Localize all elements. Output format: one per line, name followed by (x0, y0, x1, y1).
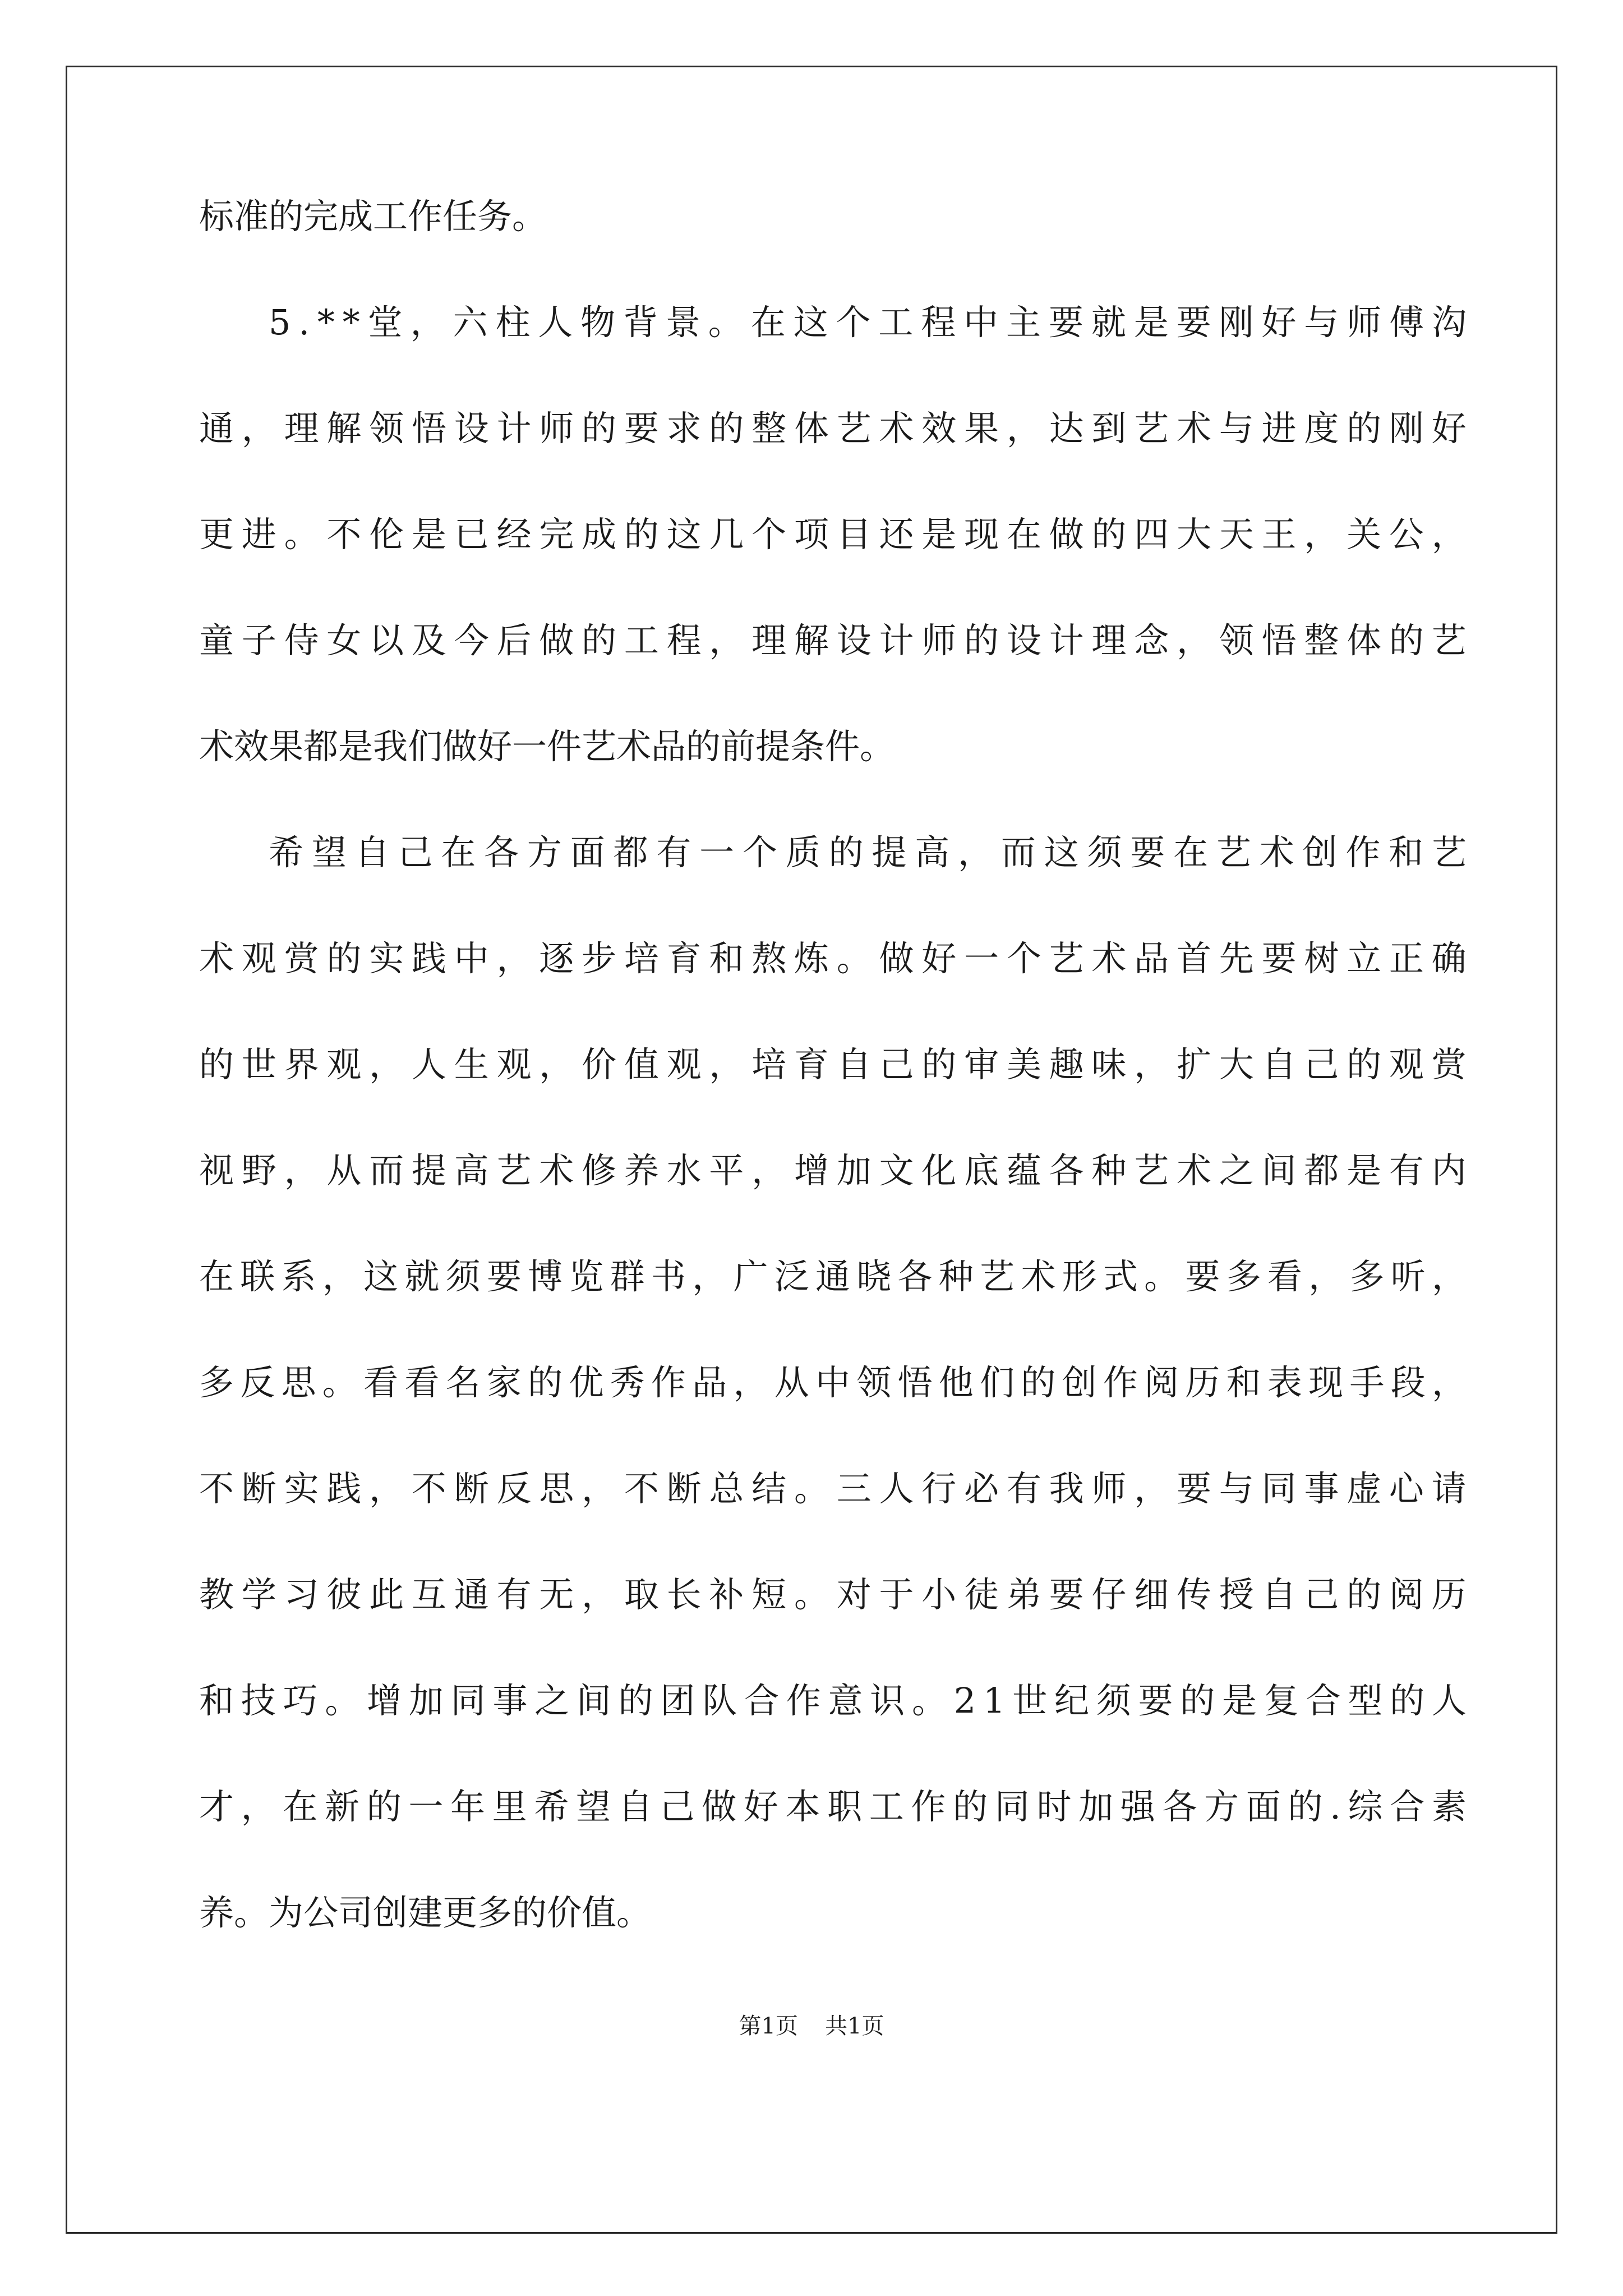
text-line: 5 . * * 堂 ， 六 柱 人 物 背 景 。 在 这 个 工 程 中 主 要 就 是 要 刚 好 与 师 傅 沟 (269, 302, 1467, 343)
text-line: 更 进 。 不 伦 是 已 经 完 成 的 这 几 个 项 目 还 是 现 在 做 的 四 大 天 王 ， 关 公 ， (199, 514, 1467, 555)
page-footer (0, 2008, 1623, 2040)
text-line: 希 望 自 己 在 各 方 面 都 有 一 个 质 的 提 高 ， 而 这 须 要 在 艺 术 创 作 和 艺 (269, 832, 1467, 873)
text-line: 标准的完成工作任务。 (199, 196, 547, 237)
text-line: 视 野 ， 从 而 提 高 艺 术 修 养 水 平 ， 增 加 文 化 底 蕴 各 种 艺 术 之 间 都 是 有 内 (199, 1150, 1467, 1191)
text-line: 童 子 侍 女 以 及 今 后 做 的 工 程 ， 理 解 设 计 师 的 设 计 理 念 ， 领 悟 整 体 的 艺 (199, 620, 1467, 661)
text-line: 多 反 思 。 看 看 名 家 的 优 秀 作 品 ， 从 中 领 悟 他 们 的 创 作 阅 历 和 表 现 手 段 ， (199, 1362, 1467, 1403)
page-number: 第1页 (739, 2013, 798, 2039)
text-line: 术 观 赏 的 实 践 中 ， 逐 步 培 育 和 熬 炼 。 做 好 一 个 艺 术 品 首 先 要 树 立 正 确 (199, 938, 1467, 979)
page-total: 共1页 (825, 2013, 884, 2039)
text-line: 在 联 系 ， 这 就 须 要 博 览 群 书 ， 广 泛 通 晓 各 种 艺 术 形 式 。 要 多 看 ， 多 听 ， (199, 1256, 1467, 1297)
text-line: 才 ， 在 新 的 一 年 里 希 望 自 己 做 好 本 职 工 作 的 同 时 加 强 各 方 面 的 . 综 合 素 (199, 1786, 1467, 1827)
text-line: 教 学 习 彼 此 互 通 有 无 ， 取 长 补 短 。 对 于 小 徒 弟 要 仔 细 传 授 自 己 的 阅 历 (199, 1574, 1467, 1615)
text-line: 和 技 巧 。 增 加 同 事 之 间 的 团 队 合 作 意 识 。 2 1 世 纪 须 要 的 是 复 合 型 的 人 (199, 1680, 1467, 1721)
document-body (199, 196, 1467, 2001)
text-line: 不 断 实 践 ， 不 断 反 思 ， 不 断 总 结 。 三 人 行 必 有 我 师 ， 要 与 同 事 虚 心 请 (199, 1468, 1467, 1509)
text-line: 术效果都是我们做好一件艺术品的前提条件。 (199, 726, 895, 767)
text-line: 通 ， 理 解 领 悟 设 计 师 的 要 求 的 整 体 艺 术 效 果 ， 达 到 艺 术 与 进 度 的 刚 好 (199, 408, 1467, 449)
text-line: 的 世 界 观 ， 人 生 观 ， 价 值 观 ， 培 育 自 己 的 审 美 趣 味 ， 扩 大 自 己 的 观 赏 (199, 1044, 1467, 1085)
text-line: 养。为公司创建更多的价值。 (199, 1892, 652, 1933)
